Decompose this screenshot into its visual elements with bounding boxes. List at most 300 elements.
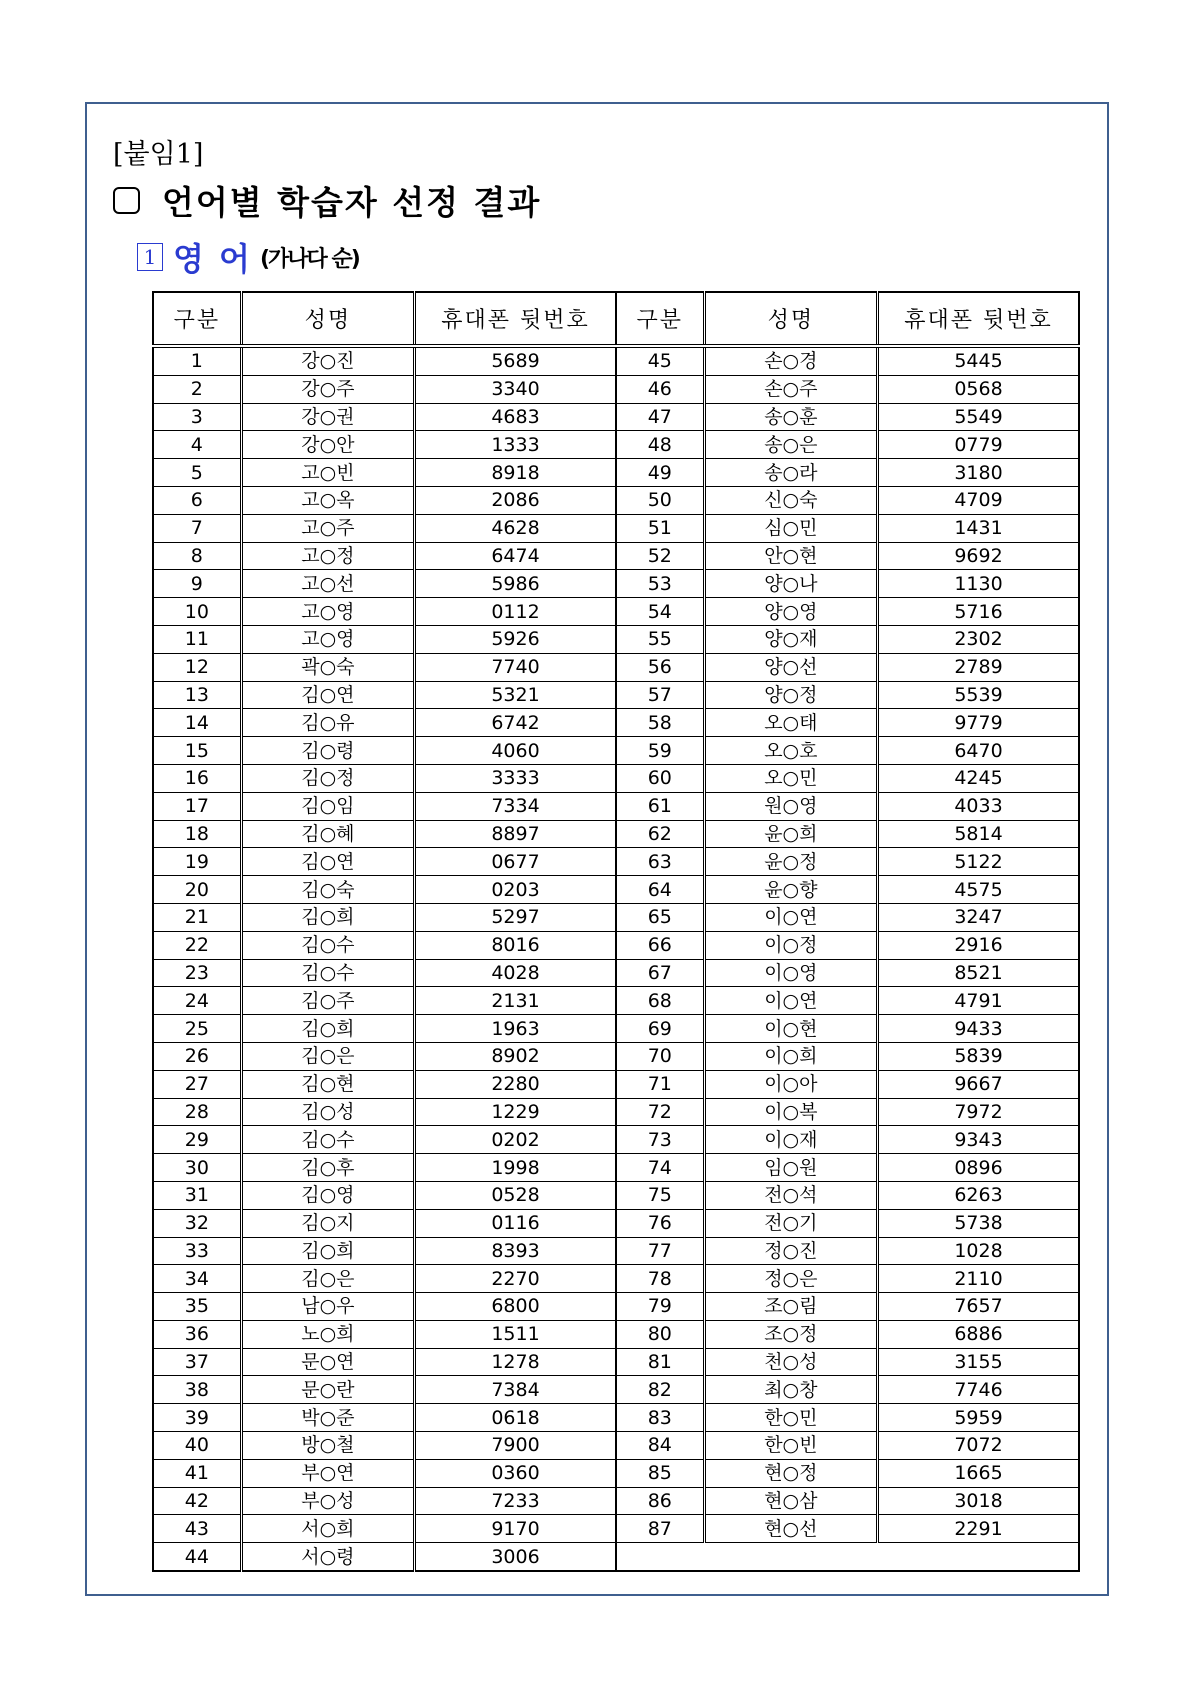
cell-phone-left: 0112 xyxy=(415,598,616,626)
table-row xyxy=(153,375,1079,403)
cell-no-left: 23 xyxy=(153,959,241,987)
cell-phone-left: 1511 xyxy=(415,1320,616,1348)
table-row xyxy=(153,431,1079,459)
cell-name-right: 조○정 xyxy=(704,1320,877,1348)
cell-name-left: 남○우 xyxy=(241,1293,414,1321)
cell-no-right: 86 xyxy=(616,1487,704,1515)
table-row xyxy=(153,486,1079,514)
cell-name-right: 이○재 xyxy=(704,1126,877,1154)
section-order-note: (가나다 순) xyxy=(259,246,359,272)
cell-phone-left: 8902 xyxy=(415,1042,616,1070)
cell-phone-left: 5297 xyxy=(415,903,616,931)
cell-name-right: 이○정 xyxy=(704,931,877,959)
cell-no-right: 79 xyxy=(616,1293,704,1321)
cell-name-right: 정○은 xyxy=(704,1265,877,1293)
cell-name-left: 노○희 xyxy=(241,1320,414,1348)
cell-no-right: 70 xyxy=(616,1042,704,1070)
cell-phone-right: 2916 xyxy=(878,931,1079,959)
table-row xyxy=(153,514,1079,542)
cell-no-right: 81 xyxy=(616,1348,704,1376)
main-heading xyxy=(113,178,541,222)
section-number-box: 1 xyxy=(137,243,163,271)
cell-no-right: 64 xyxy=(616,876,704,904)
cell-name-left: 김○연 xyxy=(241,848,414,876)
cell-no-left: 12 xyxy=(153,653,241,681)
cell-name-left: 박○준 xyxy=(241,1404,414,1432)
cell-phone-right: 5445 xyxy=(878,346,1079,375)
cell-phone-left: 2131 xyxy=(415,987,616,1015)
cell-phone-left: 2280 xyxy=(415,1070,616,1098)
cell-no-right: 83 xyxy=(616,1404,704,1432)
cell-no-right: 74 xyxy=(616,1154,704,1182)
cell-name-right: 송○라 xyxy=(704,459,877,487)
cell-phone-left: 0528 xyxy=(415,1181,616,1209)
cell-name-left: 고○옥 xyxy=(241,486,414,514)
cell-name-left: 문○연 xyxy=(241,1348,414,1376)
cell-name-left: 김○정 xyxy=(241,764,414,792)
cell-no-right: 66 xyxy=(616,931,704,959)
cell-phone-left: 7900 xyxy=(415,1432,616,1460)
cell-no-left: 7 xyxy=(153,514,241,542)
cell-phone-right: 5959 xyxy=(878,1404,1079,1432)
table-row xyxy=(153,1515,1079,1543)
cell-name-right: 양○선 xyxy=(704,653,877,681)
table-row xyxy=(153,931,1079,959)
cell-no-right: 49 xyxy=(616,459,704,487)
cell-phone-left: 4628 xyxy=(415,514,616,542)
cell-phone-left: 0677 xyxy=(415,848,616,876)
cell-no-left: 41 xyxy=(153,1459,241,1487)
cell-phone-right: 3155 xyxy=(878,1348,1079,1376)
cell-phone-right: 5738 xyxy=(878,1209,1079,1237)
cell-no-right: 71 xyxy=(616,1070,704,1098)
cell-phone-right: 1028 xyxy=(878,1237,1079,1265)
cell-no-left: 19 xyxy=(153,848,241,876)
cell-no-left: 11 xyxy=(153,625,241,653)
cell-name-right: 한○빈 xyxy=(704,1432,877,1460)
table-row xyxy=(153,959,1079,987)
cell-phone-right: 3247 xyxy=(878,903,1079,931)
cell-phone-right: 7072 xyxy=(878,1432,1079,1460)
cell-no-right: 87 xyxy=(616,1515,704,1543)
cell-name-right: 신○숙 xyxy=(704,486,877,514)
table-row xyxy=(153,848,1079,876)
table-header-row xyxy=(153,292,1079,346)
table-row xyxy=(153,764,1079,792)
cell-no-right: 58 xyxy=(616,709,704,737)
cell-no-right: 85 xyxy=(616,1459,704,1487)
cell-name-left: 문○란 xyxy=(241,1376,414,1404)
cell-no-right: 45 xyxy=(616,346,704,375)
table-row xyxy=(153,737,1079,765)
cell-no-left: 38 xyxy=(153,1376,241,1404)
cell-phone-left: 5321 xyxy=(415,681,616,709)
cell-no-left: 35 xyxy=(153,1293,241,1321)
table-row xyxy=(153,459,1079,487)
cell-name-right: 양○영 xyxy=(704,598,877,626)
cell-phone-right: 3180 xyxy=(878,459,1079,487)
cell-phone-right: 2291 xyxy=(878,1515,1079,1543)
cell-no-left: 39 xyxy=(153,1404,241,1432)
cell-phone-right: 5122 xyxy=(878,848,1079,876)
cell-name-left: 서○희 xyxy=(241,1515,414,1543)
cell-name-right: 한○민 xyxy=(704,1404,877,1432)
cell-no-left: 6 xyxy=(153,486,241,514)
cell-name-right: 전○기 xyxy=(704,1209,877,1237)
cell-no-left: 16 xyxy=(153,764,241,792)
cell-no-right: 54 xyxy=(616,598,704,626)
cell-phone-right: 6470 xyxy=(878,737,1079,765)
cell-name-right: 윤○희 xyxy=(704,820,877,848)
cell-phone-right: 9433 xyxy=(878,1015,1079,1043)
cell-name-right: 원○영 xyxy=(704,792,877,820)
cell-name-left: 김○은 xyxy=(241,1042,414,1070)
cell-no-right: 60 xyxy=(616,764,704,792)
table-row xyxy=(153,346,1079,375)
cell-name-right: 천○성 xyxy=(704,1348,877,1376)
table-row xyxy=(153,1181,1079,1209)
cell-name-left: 김○주 xyxy=(241,987,414,1015)
cell-name-right: 조○림 xyxy=(704,1293,877,1321)
table-row xyxy=(153,1126,1079,1154)
cell-no-right: 80 xyxy=(616,1320,704,1348)
cell-no-left: 15 xyxy=(153,737,241,765)
header-phone-left: 휴대폰 뒷번호 xyxy=(415,292,616,346)
cell-no-right: 62 xyxy=(616,820,704,848)
table-row xyxy=(153,1459,1079,1487)
cell-phone-left: 3340 xyxy=(415,375,616,403)
cell-phone-left: 7384 xyxy=(415,1376,616,1404)
cell-no-left: 43 xyxy=(153,1515,241,1543)
cell-no-right: 69 xyxy=(616,1015,704,1043)
cell-name-right: 윤○정 xyxy=(704,848,877,876)
cell-no-left: 26 xyxy=(153,1042,241,1070)
cell-no-left: 31 xyxy=(153,1181,241,1209)
cell-name-right: 정○진 xyxy=(704,1237,877,1265)
cell-phone-right: 0568 xyxy=(878,375,1079,403)
cell-no-left: 21 xyxy=(153,903,241,931)
cell-name-right: 이○희 xyxy=(704,1042,877,1070)
cell-no-right: 47 xyxy=(616,403,704,431)
table-row xyxy=(153,1154,1079,1182)
cell-name-right: 이○영 xyxy=(704,959,877,987)
cell-name-left: 방○철 xyxy=(241,1432,414,1460)
cell-no-right: 75 xyxy=(616,1181,704,1209)
cell-phone-left: 3006 xyxy=(415,1543,616,1571)
cell-phone-right: 9779 xyxy=(878,709,1079,737)
cell-no-left: 20 xyxy=(153,876,241,904)
cell-name-right: 현○삼 xyxy=(704,1487,877,1515)
cell-no-left: 40 xyxy=(153,1432,241,1460)
cell-no-left: 32 xyxy=(153,1209,241,1237)
table-row xyxy=(153,820,1079,848)
cell-name-left: 김○연 xyxy=(241,681,414,709)
cell-no-left: 3 xyxy=(153,403,241,431)
cell-phone-left: 1278 xyxy=(415,1348,616,1376)
cell-name-right: 최○창 xyxy=(704,1376,877,1404)
cell-phone-right: 0896 xyxy=(878,1154,1079,1182)
header-name-right: 성명 xyxy=(704,292,877,346)
cell-phone-left: 1998 xyxy=(415,1154,616,1182)
table-row xyxy=(153,1070,1079,1098)
cell-name-right: 송○은 xyxy=(704,431,877,459)
cell-name-right: 손○경 xyxy=(704,346,877,375)
cell-phone-right: 4575 xyxy=(878,876,1079,904)
cell-name-left: 부○연 xyxy=(241,1459,414,1487)
table-row xyxy=(153,1042,1079,1070)
cell-phone-right: 7657 xyxy=(878,1293,1079,1321)
cell-phone-right: 4791 xyxy=(878,987,1079,1015)
cell-name-left: 김○령 xyxy=(241,737,414,765)
cell-name-right: 현○정 xyxy=(704,1459,877,1487)
cell-phone-left: 0618 xyxy=(415,1404,616,1432)
cell-no-right: 56 xyxy=(616,653,704,681)
cell-name-left: 김○현 xyxy=(241,1070,414,1098)
table-row xyxy=(153,1098,1079,1126)
cell-name-right: 손○주 xyxy=(704,375,877,403)
cell-phone-left: 0203 xyxy=(415,876,616,904)
cell-phone-left: 6474 xyxy=(415,542,616,570)
cell-name-left: 김○임 xyxy=(241,792,414,820)
header-phone-right: 휴대폰 뒷번호 xyxy=(878,292,1079,346)
cell-phone-left: 8897 xyxy=(415,820,616,848)
cell-name-right: 오○호 xyxy=(704,737,877,765)
cell-no-left: 37 xyxy=(153,1348,241,1376)
cell-phone-left: 8918 xyxy=(415,459,616,487)
cell-no-left: 44 xyxy=(153,1543,241,1571)
cell-phone-right: 9667 xyxy=(878,1070,1079,1098)
cell-name-right: 현○선 xyxy=(704,1515,877,1543)
cell-no-left: 24 xyxy=(153,987,241,1015)
cell-no-left: 14 xyxy=(153,709,241,737)
cell-phone-right: 5716 xyxy=(878,598,1079,626)
cell-name-left: 곽○숙 xyxy=(241,653,414,681)
cell-name-left: 서○령 xyxy=(241,1543,414,1571)
cell-no-right: 52 xyxy=(616,542,704,570)
cell-no-right: 65 xyxy=(616,903,704,931)
cell-name-right: 이○연 xyxy=(704,987,877,1015)
cell-no-left: 33 xyxy=(153,1237,241,1265)
table-row xyxy=(153,1209,1079,1237)
table-row xyxy=(153,1293,1079,1321)
table-row xyxy=(153,1320,1079,1348)
cell-phone-right: 7746 xyxy=(878,1376,1079,1404)
cell-no-right: 78 xyxy=(616,1265,704,1293)
cell-name-right: 윤○향 xyxy=(704,876,877,904)
cell-name-left: 김○수 xyxy=(241,959,414,987)
table-body xyxy=(153,346,1079,1571)
table-row xyxy=(153,653,1079,681)
cell-name-left: 강○진 xyxy=(241,346,414,375)
cell-name-right: 안○현 xyxy=(704,542,877,570)
cell-name-right: 이○복 xyxy=(704,1098,877,1126)
cell-no-left: 36 xyxy=(153,1320,241,1348)
cell-name-left: 김○지 xyxy=(241,1209,414,1237)
learner-table xyxy=(152,291,1080,1572)
table-row xyxy=(153,625,1079,653)
cell-phone-right: 8521 xyxy=(878,959,1079,987)
cell-no-right: 50 xyxy=(616,486,704,514)
cell-phone-right: 7972 xyxy=(878,1098,1079,1126)
table-row xyxy=(153,1015,1079,1043)
cell-phone-left: 6742 xyxy=(415,709,616,737)
cell-name-left: 김○유 xyxy=(241,709,414,737)
cell-phone-left: 0202 xyxy=(415,1126,616,1154)
cell-no-left: 25 xyxy=(153,1015,241,1043)
table-row xyxy=(153,1404,1079,1432)
cell-no-left: 13 xyxy=(153,681,241,709)
cell-no-right: 48 xyxy=(616,431,704,459)
cell-no-left: 18 xyxy=(153,820,241,848)
table-row xyxy=(153,1487,1079,1515)
checkbox-square-icon xyxy=(113,187,140,214)
cell-no-left: 1 xyxy=(153,346,241,375)
table-row xyxy=(153,1265,1079,1293)
empty-cell xyxy=(616,1543,1079,1571)
cell-phone-left: 6800 xyxy=(415,1293,616,1321)
cell-name-right: 양○재 xyxy=(704,625,877,653)
cell-name-left: 고○영 xyxy=(241,598,414,626)
cell-name-right: 전○석 xyxy=(704,1181,877,1209)
section-heading xyxy=(137,236,359,278)
cell-name-left: 고○영 xyxy=(241,625,414,653)
cell-phone-right: 5539 xyxy=(878,681,1079,709)
cell-name-left: 고○정 xyxy=(241,542,414,570)
table-row xyxy=(153,876,1079,904)
table-row xyxy=(153,792,1079,820)
cell-phone-left: 8393 xyxy=(415,1237,616,1265)
cell-no-right: 63 xyxy=(616,848,704,876)
cell-phone-right: 9343 xyxy=(878,1126,1079,1154)
cell-phone-left: 7740 xyxy=(415,653,616,681)
cell-no-right: 57 xyxy=(616,681,704,709)
cell-no-right: 51 xyxy=(616,514,704,542)
cell-phone-right: 6886 xyxy=(878,1320,1079,1348)
header-name-left: 성명 xyxy=(241,292,414,346)
cell-phone-left: 7233 xyxy=(415,1487,616,1515)
cell-phone-right: 3018 xyxy=(878,1487,1079,1515)
cell-name-left: 김○성 xyxy=(241,1098,414,1126)
cell-name-right: 이○현 xyxy=(704,1015,877,1043)
cell-phone-left: 7334 xyxy=(415,792,616,820)
cell-phone-left: 5689 xyxy=(415,346,616,375)
cell-name-right: 송○훈 xyxy=(704,403,877,431)
cell-phone-left: 0116 xyxy=(415,1209,616,1237)
cell-name-right: 오○민 xyxy=(704,764,877,792)
cell-no-left: 27 xyxy=(153,1070,241,1098)
attachment-label: [붙임1] xyxy=(113,139,204,170)
cell-name-left: 김○후 xyxy=(241,1154,414,1182)
cell-phone-right: 1431 xyxy=(878,514,1079,542)
cell-name-right: 오○태 xyxy=(704,709,877,737)
table-row xyxy=(153,598,1079,626)
cell-phone-left: 1963 xyxy=(415,1015,616,1043)
cell-name-left: 고○빈 xyxy=(241,459,414,487)
table-row xyxy=(153,570,1079,598)
cell-name-right: 심○민 xyxy=(704,514,877,542)
table-row xyxy=(153,1432,1079,1460)
cell-no-right: 72 xyxy=(616,1098,704,1126)
cell-phone-left: 8016 xyxy=(415,931,616,959)
cell-name-left: 김○은 xyxy=(241,1265,414,1293)
cell-phone-left: 4683 xyxy=(415,403,616,431)
cell-name-left: 고○선 xyxy=(241,570,414,598)
cell-no-left: 28 xyxy=(153,1098,241,1126)
cell-no-right: 73 xyxy=(616,1126,704,1154)
cell-name-right: 양○나 xyxy=(704,570,877,598)
table-row xyxy=(153,681,1079,709)
table-row xyxy=(153,1237,1079,1265)
cell-no-left: 8 xyxy=(153,542,241,570)
table-row xyxy=(153,709,1079,737)
cell-name-left: 김○영 xyxy=(241,1181,414,1209)
cell-phone-left: 5926 xyxy=(415,625,616,653)
cell-name-left: 부○성 xyxy=(241,1487,414,1515)
cell-no-right: 77 xyxy=(616,1237,704,1265)
cell-phone-right: 1665 xyxy=(878,1459,1079,1487)
cell-name-left: 김○숙 xyxy=(241,876,414,904)
heading-text: 언어별 학습자 선정 결과 xyxy=(162,182,542,222)
cell-phone-left: 0360 xyxy=(415,1459,616,1487)
cell-no-right: 68 xyxy=(616,987,704,1015)
cell-phone-left: 3333 xyxy=(415,764,616,792)
cell-name-right: 양○정 xyxy=(704,681,877,709)
cell-phone-right: 4709 xyxy=(878,486,1079,514)
cell-name-left: 강○안 xyxy=(241,431,414,459)
cell-phone-left: 1333 xyxy=(415,431,616,459)
cell-phone-right: 2789 xyxy=(878,653,1079,681)
cell-no-right: 46 xyxy=(616,375,704,403)
cell-no-right: 82 xyxy=(616,1376,704,1404)
cell-phone-right: 0779 xyxy=(878,431,1079,459)
cell-phone-left: 5986 xyxy=(415,570,616,598)
cell-phone-right: 5839 xyxy=(878,1042,1079,1070)
cell-phone-right: 9692 xyxy=(878,542,1079,570)
cell-phone-right: 5814 xyxy=(878,820,1079,848)
cell-no-left: 17 xyxy=(153,792,241,820)
cell-phone-left: 1229 xyxy=(415,1098,616,1126)
cell-no-left: 30 xyxy=(153,1154,241,1182)
cell-no-left: 5 xyxy=(153,459,241,487)
cell-name-left: 강○권 xyxy=(241,403,414,431)
cell-no-left: 34 xyxy=(153,1265,241,1293)
cell-phone-left: 4060 xyxy=(415,737,616,765)
cell-name-left: 고○주 xyxy=(241,514,414,542)
cell-no-right: 76 xyxy=(616,1209,704,1237)
cell-name-left: 김○수 xyxy=(241,1126,414,1154)
section-language: 영 어 xyxy=(173,240,252,278)
cell-phone-left: 2270 xyxy=(415,1265,616,1293)
table-row xyxy=(153,542,1079,570)
cell-name-left: 김○희 xyxy=(241,903,414,931)
header-no-right: 구분 xyxy=(616,292,704,346)
cell-name-left: 강○주 xyxy=(241,375,414,403)
cell-phone-right: 6263 xyxy=(878,1181,1079,1209)
cell-no-left: 42 xyxy=(153,1487,241,1515)
cell-no-right: 84 xyxy=(616,1432,704,1460)
cell-no-left: 29 xyxy=(153,1126,241,1154)
cell-no-left: 10 xyxy=(153,598,241,626)
cell-name-left: 김○혜 xyxy=(241,820,414,848)
cell-name-left: 김○수 xyxy=(241,931,414,959)
table-row xyxy=(153,903,1079,931)
cell-no-right: 61 xyxy=(616,792,704,820)
table-row xyxy=(153,1543,1079,1571)
table-row xyxy=(153,403,1079,431)
header-no-left: 구분 xyxy=(153,292,241,346)
table-row xyxy=(153,987,1079,1015)
cell-no-left: 9 xyxy=(153,570,241,598)
